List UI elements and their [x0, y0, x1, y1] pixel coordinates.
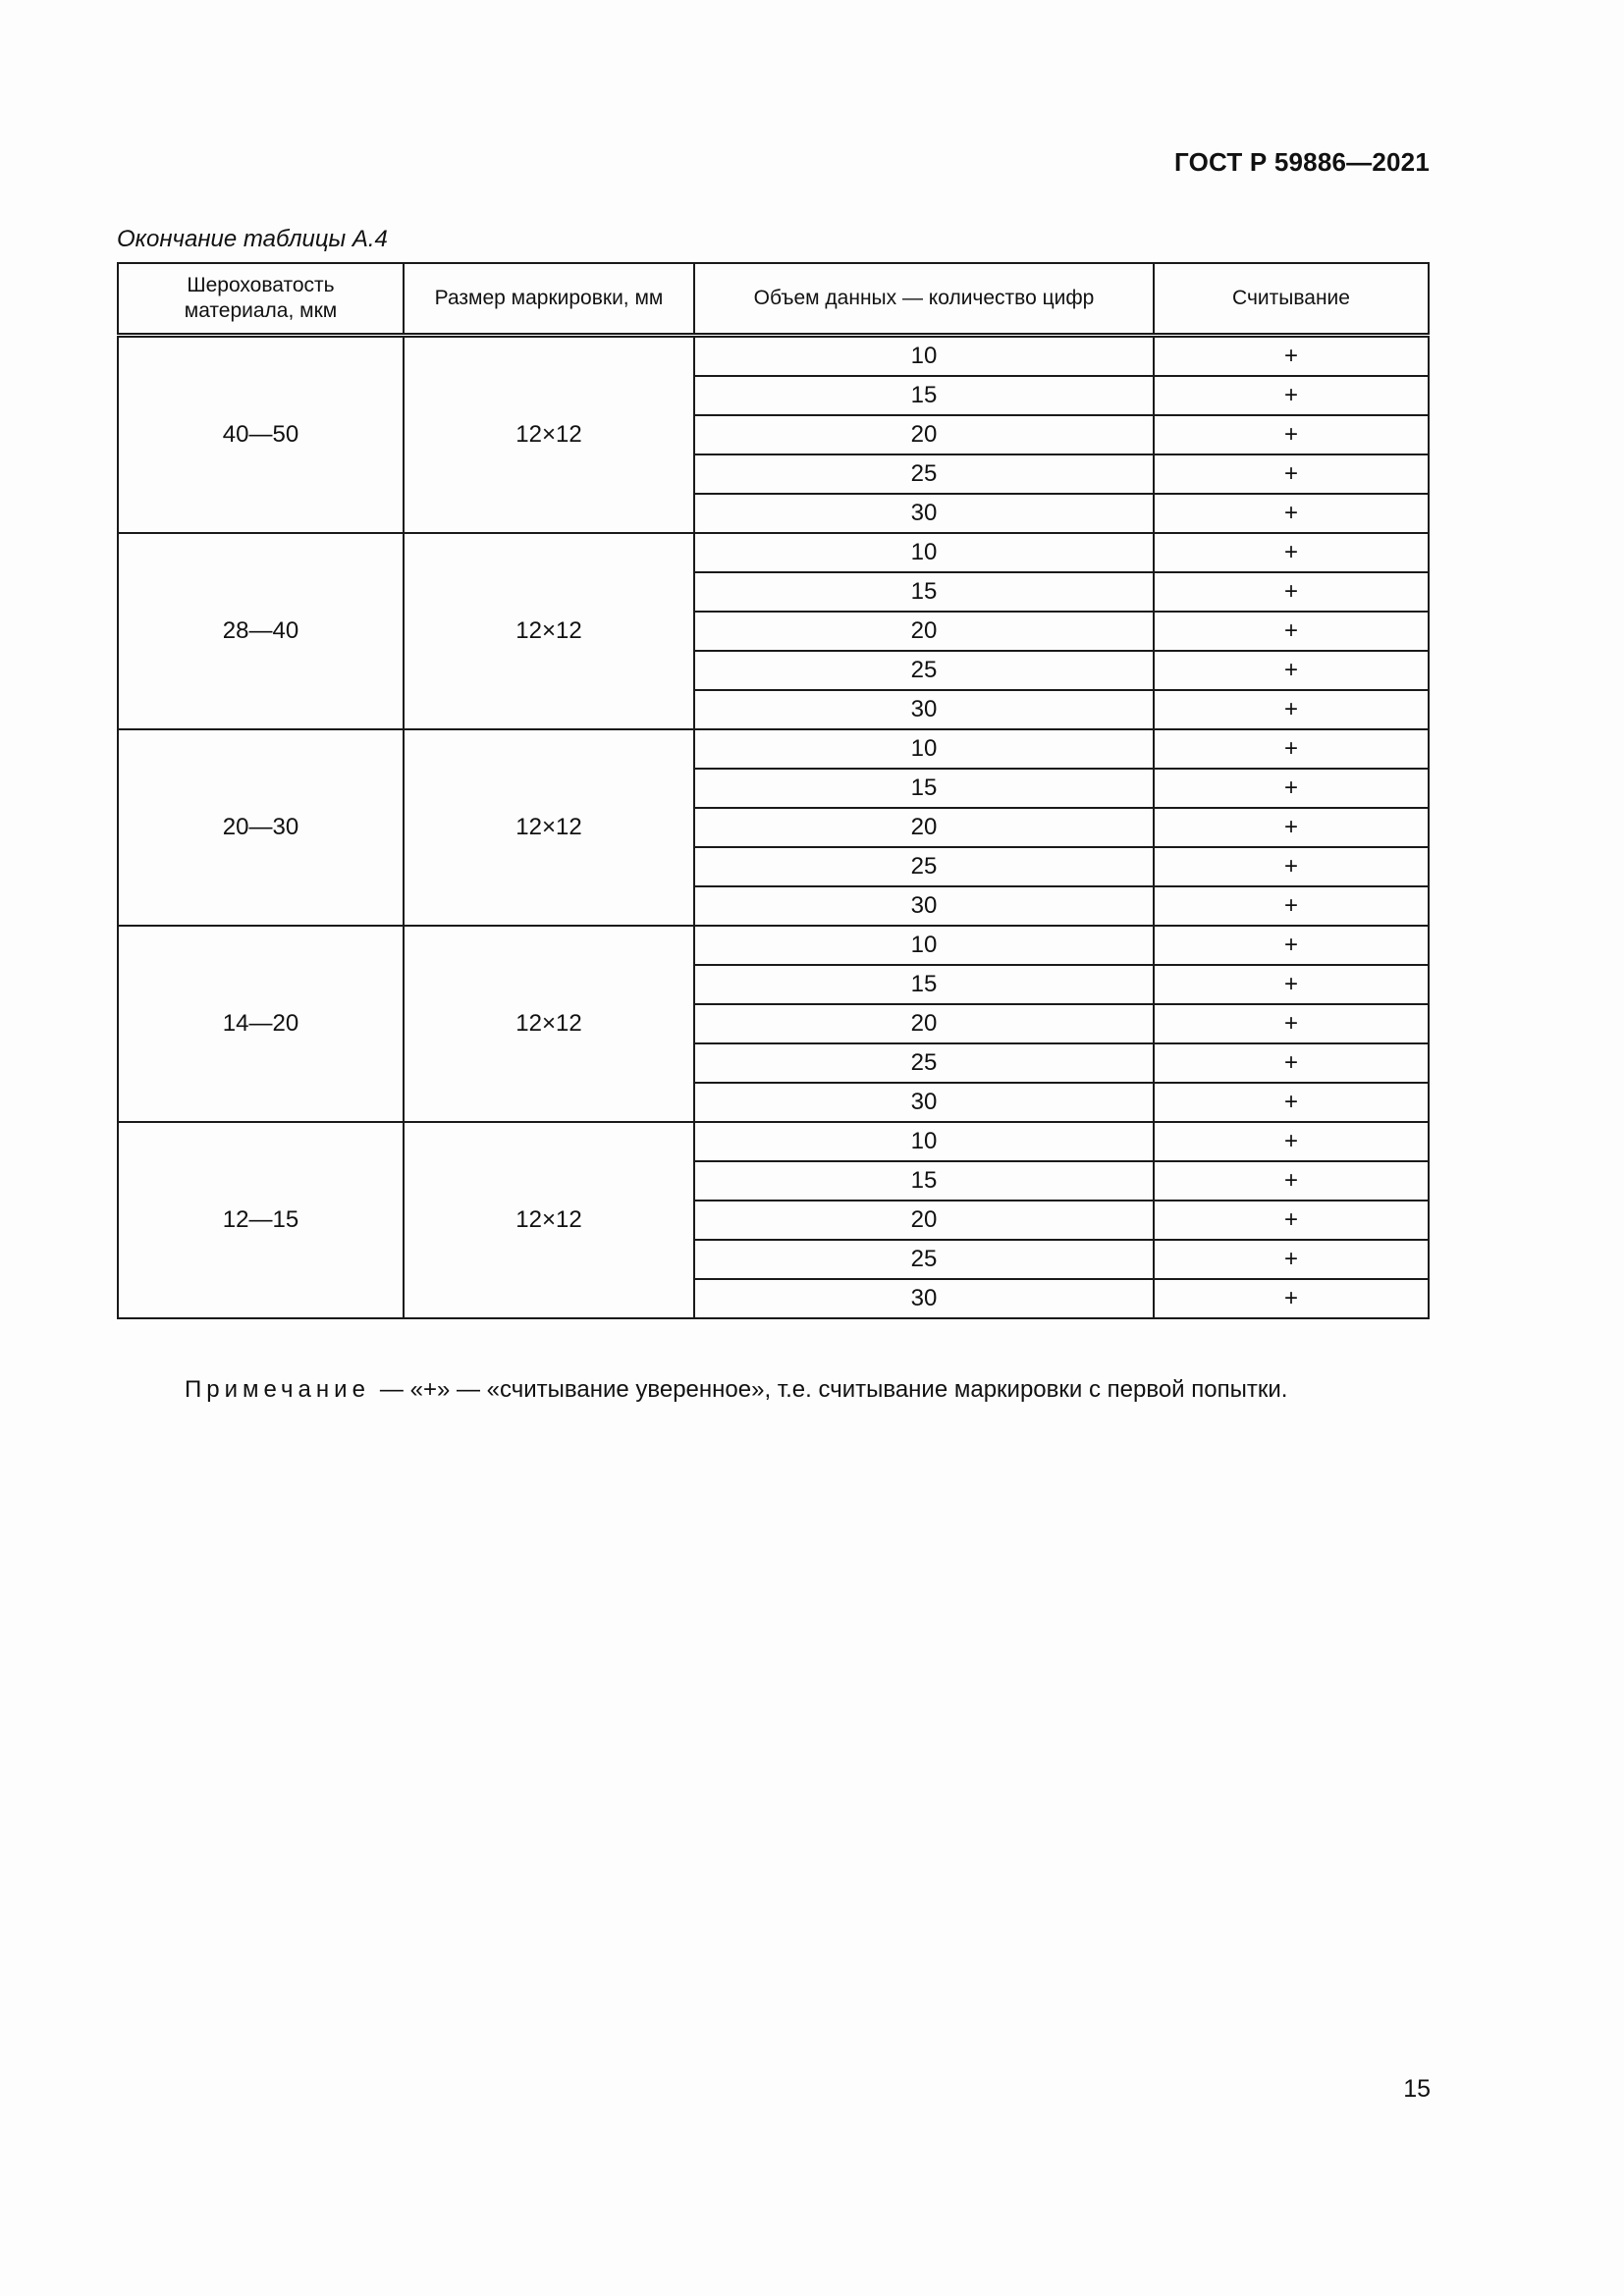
cell-reading: +: [1154, 651, 1429, 690]
table-row: [118, 533, 1429, 572]
cell-data-volume: 20: [694, 612, 1154, 651]
document-standard-number: ГОСТ Р 59886—2021: [1174, 147, 1430, 177]
cell-data-volume: 25: [694, 1240, 1154, 1279]
cell-roughness: 12—15: [118, 1122, 404, 1318]
cell-data-volume: 10: [694, 533, 1154, 572]
cell-reading: +: [1154, 1161, 1429, 1201]
cell-data-volume: 15: [694, 769, 1154, 808]
cell-reading: +: [1154, 965, 1429, 1004]
cell-data-volume: 10: [694, 336, 1154, 377]
cell-reading: +: [1154, 690, 1429, 729]
cell-marking-size: 12×12: [404, 729, 694, 926]
cell-data-volume: 10: [694, 729, 1154, 769]
cell-reading: +: [1154, 612, 1429, 651]
cell-data-volume: 30: [694, 494, 1154, 533]
table-row: [118, 729, 1429, 769]
cell-data-volume: 15: [694, 965, 1154, 1004]
cell-reading: +: [1154, 533, 1429, 572]
column-header-roughness: [118, 263, 404, 336]
cell-reading: +: [1154, 336, 1429, 377]
cell-data-volume: 25: [694, 651, 1154, 690]
cell-reading: +: [1154, 769, 1429, 808]
cell-reading: +: [1154, 886, 1429, 926]
cell-roughness: 14—20: [118, 926, 404, 1122]
cell-data-volume: 30: [694, 1279, 1154, 1318]
cell-reading: +: [1154, 1240, 1429, 1279]
cell-roughness: 28—40: [118, 533, 404, 729]
cell-data-volume: 15: [694, 1161, 1154, 1201]
cell-reading: +: [1154, 1122, 1429, 1161]
cell-data-volume: 20: [694, 808, 1154, 847]
column-header-roughness-line2: материала, мкм: [184, 299, 338, 322]
cell-data-volume: 20: [694, 1201, 1154, 1240]
cell-data-volume: 10: [694, 926, 1154, 965]
cell-data-volume: 30: [694, 1083, 1154, 1122]
table-note: [185, 1376, 1287, 1404]
table-row: [118, 336, 1429, 377]
page-number: 15: [1403, 2075, 1431, 2103]
cell-marking-size: 12×12: [404, 336, 694, 534]
cell-reading: +: [1154, 1083, 1429, 1122]
table-body: [118, 336, 1429, 1319]
cell-reading: +: [1154, 1279, 1429, 1318]
note-label: Примечание: [185, 1376, 370, 1403]
column-header-marking-size: Размер маркировки, мм: [404, 263, 694, 336]
table-caption: Окончание таблицы А.4: [117, 226, 388, 252]
cell-reading: +: [1154, 729, 1429, 769]
note-text: — «+» — «считывание уверенное», т.е. считывание маркировки с первой попытки.: [379, 1376, 1288, 1403]
cell-marking-size: 12×12: [404, 926, 694, 1122]
cell-reading: +: [1154, 415, 1429, 454]
cell-reading: +: [1154, 926, 1429, 965]
cell-reading: +: [1154, 808, 1429, 847]
cell-data-volume: 15: [694, 572, 1154, 612]
column-header-roughness-line1: Шероховатость: [187, 274, 335, 296]
cell-marking-size: 12×12: [404, 1122, 694, 1318]
data-table: [117, 262, 1430, 1319]
cell-roughness: 20—30: [118, 729, 404, 926]
cell-reading: +: [1154, 376, 1429, 415]
cell-reading: +: [1154, 572, 1429, 612]
cell-marking-size: 12×12: [404, 533, 694, 729]
cell-roughness: 40—50: [118, 336, 404, 534]
cell-data-volume: 10: [694, 1122, 1154, 1161]
cell-data-volume: 30: [694, 690, 1154, 729]
table-row: [118, 1122, 1429, 1161]
table-header-row: [118, 263, 1429, 336]
cell-data-volume: 25: [694, 454, 1154, 494]
cell-reading: +: [1154, 1043, 1429, 1083]
column-header-data-volume: Объем данных — количество цифр: [694, 263, 1154, 336]
column-header-reading: Считывание: [1154, 263, 1429, 336]
cell-data-volume: 20: [694, 415, 1154, 454]
cell-data-volume: 30: [694, 886, 1154, 926]
cell-data-volume: 20: [694, 1004, 1154, 1043]
table-row: [118, 926, 1429, 965]
cell-reading: +: [1154, 1201, 1429, 1240]
cell-reading: +: [1154, 454, 1429, 494]
cell-reading: +: [1154, 847, 1429, 886]
cell-data-volume: 25: [694, 1043, 1154, 1083]
cell-data-volume: 15: [694, 376, 1154, 415]
cell-reading: +: [1154, 1004, 1429, 1043]
cell-reading: +: [1154, 494, 1429, 533]
cell-data-volume: 25: [694, 847, 1154, 886]
